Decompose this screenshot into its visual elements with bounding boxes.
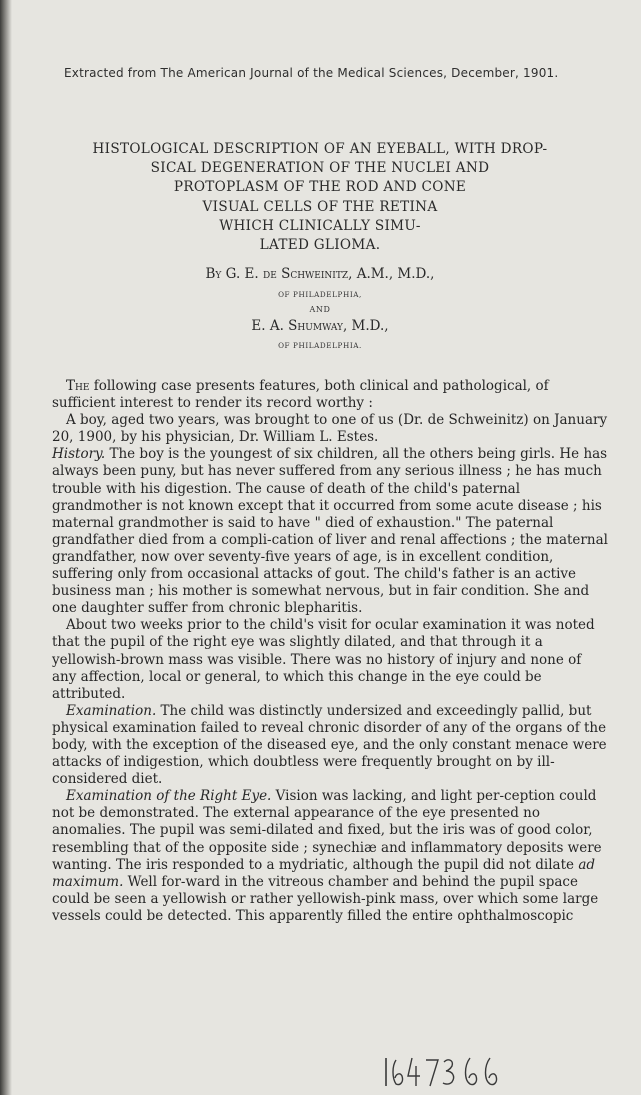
title-line: SICAL DEGENERATION OF THE NUCLEI AND [150, 160, 490, 177]
section-label-examination: Examination. [66, 702, 157, 719]
title-line: VISUAL CELLS OF THE RETINA [202, 198, 438, 215]
paragraph-text: The boy is the youngest of six children, all the others being girls. He has always been puny, but has never suffered from any serious illness ; he has much trouble with his digestion. The cause of death of the child's paternal grandmother is not known except that it occurred from some acute disease ; his maternal grandmother is said to have " died of exhaustion." The paternal grandfather died from a compli-cation of liver and renal affections ; the maternal grandfather, now over seventy-five years of age, is in excellent condition, suffering only from occasional attacks of gout. The child's father is an active business man ; his mother is somewhat nervous, but in fair condition. She and one daughter suffer from chronic blepharitis. [52, 446, 608, 617]
source-citation: Extracted from The American Journal of the Medical Sciences, December, 1901. [64, 66, 559, 80]
article-body [52, 378, 608, 925]
author-affiliation-1: OF PHILADELPHIA, [278, 290, 362, 299]
section-label-right-eye: Examination of the Right Eye. [66, 788, 272, 805]
paragraph-text: The child was distinctly undersized and exceedingly pallid, but physical examination failed to reveal chronic disorder of any of the organs of the body, with the exception of the diseased eye, and the only constant menace were attacks of indigestion, which doubtless were frequently brought on by ill-considered diet. [52, 702, 607, 788]
paragraph-onset [52, 617, 608, 702]
latin-phrase: ad maximum. [52, 856, 596, 890]
handwritten-accession-number [382, 1052, 512, 1092]
paragraph-examination [52, 703, 608, 788]
paragraph-text: About two weeks prior to the child's visit for ocular examination it was noted that the pupil of the right eye was slightly dilated, and that through it a yellowish-brown mass was visible. There was no history of injury and none of any affection, local or general, to which this change in the eye could be attributed. [52, 617, 595, 702]
paragraph-text: following case presents features, both clinical and pathological, of sufficient interest to render its record worthy : [52, 378, 549, 412]
lead-word: The [66, 378, 90, 394]
paragraph-text: Well for-ward in the vitreous chamber and behind the pupil space could be seen a yellowish or rather yellowish-pink mass, over which some large vessels could be detected. This apparently filled the entire ophthalmoscopic [52, 873, 599, 924]
paragraph-right-eye [52, 788, 608, 925]
title-line: WHICH CLINICALLY SIMU- [219, 217, 421, 234]
title-line: LATED GLIOMA. [259, 237, 381, 254]
author-affiliation-2: OF PHILADELPHIA. [278, 341, 362, 350]
page-edge-shadow [0, 0, 12, 1095]
paragraph-intro [52, 378, 608, 412]
author-byline-2: E. A. Shumway, M.D., [251, 318, 389, 334]
paragraph-text: Vision was lacking, and light per-ception could not be demonstrated. The external appearance of the eye presented no anomalies. The pupil was semi-dilated and fixed, but the iris was of good color, resembling that of the opposite side ; synechiæ and inflammatory deposits were wanting. The iris responded to a mydriatic, although the pupil did not dilate [52, 788, 602, 873]
author-conjunction: AND [309, 305, 331, 314]
title-line: HISTOLOGICAL DESCRIPTION OF AN EYEBALL, WITH DROP- [92, 141, 548, 157]
paragraph-text: A boy, aged two years, was brought to one of us (Dr. de Schweinitz) on January 20, 1900, by his physician, Dr. William L. Estes. [52, 412, 608, 446]
author-byline-1: By G. E. de Schweinitz, A.M., M.D., [205, 266, 435, 282]
section-label-history: History. [52, 446, 106, 463]
paragraph-history [52, 412, 608, 617]
article-title [40, 140, 600, 255]
title-line: PROTOPLASM OF THE ROD AND CONE [173, 179, 467, 196]
